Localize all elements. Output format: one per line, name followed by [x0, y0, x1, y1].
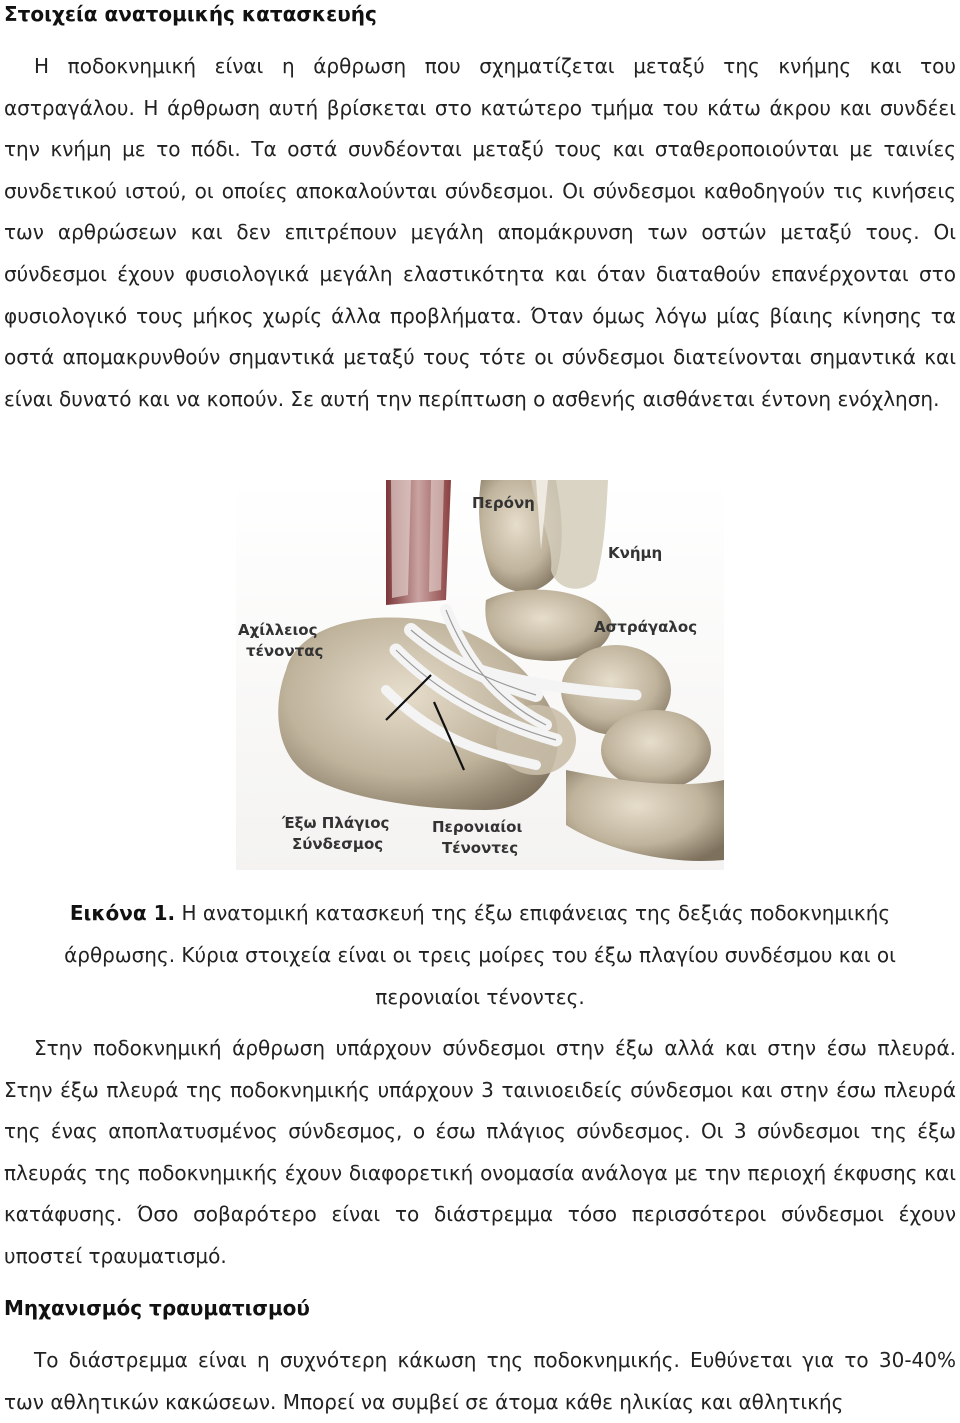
label-lateral-1: Έξω Πλάγιος	[282, 814, 390, 832]
label-achilles-1: Αχίλλειος	[238, 621, 318, 639]
section-heading-mechanism: Μηχανισμός τραυματισμού	[4, 1296, 310, 1320]
ligaments-paragraph: Στην ποδοκνημική άρθρωση υπάρχουν σύνδεσμοι στην έξω αλλά και στην έσω πλευρά. Στην έξω πλευρά της ποδοκνημικής υπάρχουν 3 ταινιοειδείς σύνδεσμοι και στην έσω πλευρά της ένας αποπλατυσμένος σύνδεσμος, ο έσω πλάγιος σύνδεσμος. Οι 3 σύνδεσμοι της έξω πλευράς της ποδοκνημικής έχουν διαφορετική ονομασία ανάλογα με την περιοχή έκφυσης και κατάφυσης. Όσο σοβαρότερο είναι το διάστρεμμα τόσο περισσότεροι σύνδεσμοι έχουν υποστεί τραυματισμό.	[4, 1036, 956, 1268]
label-talus: Αστράγαλος	[594, 618, 698, 636]
ankle-anatomy-figure	[236, 480, 724, 870]
label-fibula: Περόνη	[472, 494, 535, 512]
label-lateral-2: Σύνδεσμος	[292, 835, 384, 853]
label-peroneal-1: Περονιαίοι	[432, 818, 523, 836]
figure-caption	[40, 892, 920, 1018]
label-achilles-2: τένοντας	[246, 642, 324, 660]
label-peroneal-2: Τένοντες	[442, 839, 519, 857]
anatomy-paragraph: Η ποδοκνημική είναι η άρθρωση που σχηματίζεται μεταξύ της κνήμης και του αστραγάλου. Η άρθρωση αυτή βρίσκεται στο κατώτερο τμήμα του κάτω άκρου και συνδέει την κνήμη με το πόδι. Τα οστά συνδέονται μεταξύ τους και σταθεροποιούνται με ταινίες συνδετικού ιστού, οι οποίες αποκαλούνται σύνδεσμοι. Οι σύνδεσμοι καθοδηγούν τις κινήσεις των αρθρώσεων και δεν επιτρέπουν μεγάλη απομάκρυνση των οστών μεταξύ τους. Οι σύνδεσμοι έχουν φυσιολογικά μεγάλη ελαστικότητα και όταν διαταθούν επανέρχονται στο φυσιολογικό τους μήκος χωρίς άλλα προβλήματα. Όταν όμως λόγω μίας βίαιης κίνησης τα οστά απομακρυνθούν σημαντικά μεταξύ τους τότε οι σύνδεσμοι διατείνονται σημαντικά και είναι δυνατό και να κοπούν. Σε αυτή την περίπτωση ο ασθενής αισθάνεται έντονη ενόχληση.	[4, 54, 956, 411]
section-heading-anatomy: Στοιχεία ανατομικής κατασκευής	[4, 2, 377, 26]
caption-text: Η ανατομική κατασκευή της έξω επιφάνειας της δεξιάς ποδοκνημικής άρθρωσης. Κύρια στοιχεία είναι οι τρεις μοίρες του έξω πλαγίου συνδέσμου και οι περονιαίοι τένοντες.	[64, 901, 896, 1009]
label-tibia: Κνήμη	[608, 544, 663, 562]
mechanism-paragraph: Το διάστρεμμα είναι η συχνότερη κάκωση της ποδοκνημικής. Ευθύνεται για το 30-40% των αθλητικών κακώσεων. Μπορεί να συμβεί σε άτομα κάθε ηλικίας και αθλητικής	[4, 1348, 956, 1414]
caption-label: Εικόνα 1.	[69, 901, 176, 925]
achilles-tendon-shape	[386, 480, 451, 605]
